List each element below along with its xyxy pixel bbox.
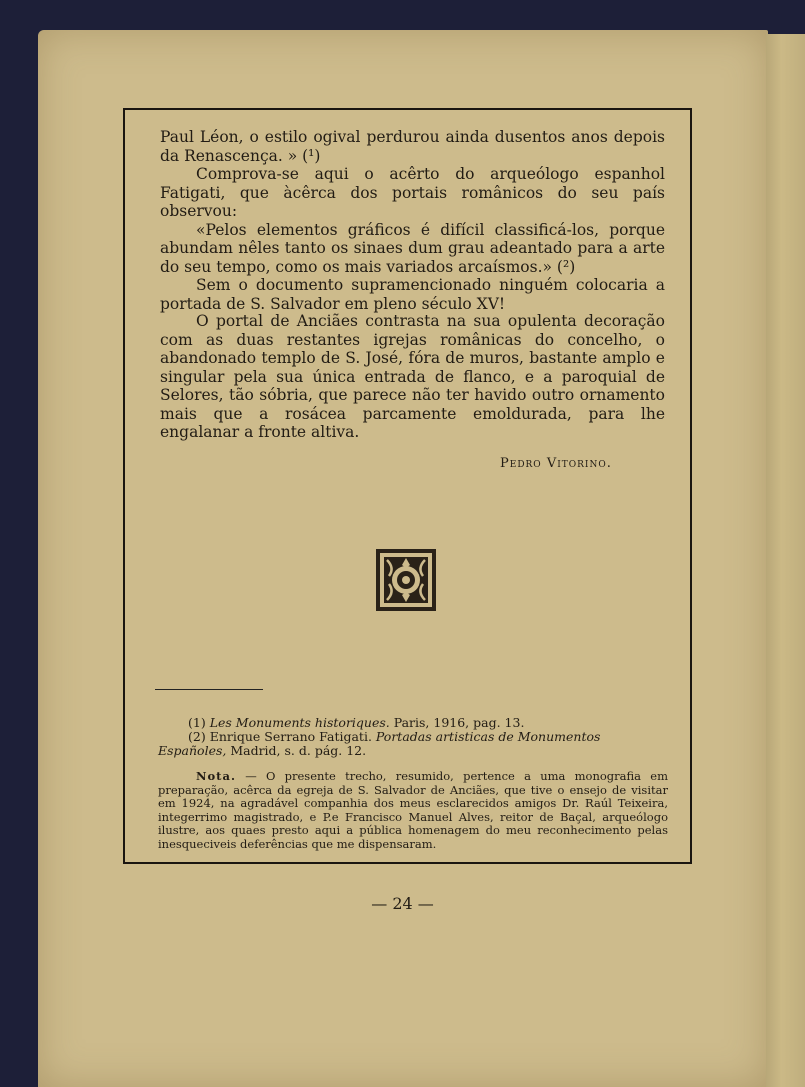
- footnote-1: [158, 716, 663, 730]
- ornament-icon: [375, 548, 437, 612]
- footnotes: [158, 716, 663, 758]
- main-text-block-1: [160, 128, 665, 313]
- footnote-1-title: Les Monuments historiques.: [209, 715, 390, 730]
- author-signature: Pedro Vitorino.: [500, 456, 612, 471]
- footnote-1-rest: Paris, 1916, pag. 13.: [389, 715, 525, 730]
- paragraph-quote: «Pelos elementos gráficos é difícil classificá-los, porque abundam nêles tanto os sinaes dum grau adeantado para a arte do seu tempo, como os mais variados arcaísmos.» (²): [160, 220, 665, 276]
- note-text: — O presente trecho, resumido, pertence a uma monografia em preparação, acêrca da egreja de S. Salvador de Anciães, que tive o ensejo de visitar em 1924, na agradável companhia dos meus esclarecidos amigos Dr. Raúl Teixeira, integerrimo magistrado, e P.e Francisco Manuel Alves, reitor de Baçal, arqueólogo ilustre, aos quaes presto aqui a pública homenagem do meu reconhecimento pelas inesqueciveis deferências que me dispensaram.: [158, 769, 668, 851]
- footnote-1-number: (1): [188, 715, 206, 730]
- adjacent-page-edge: [766, 34, 805, 1087]
- paragraph-paul-leon: Paul Léon, o estilo ogival perdurou ainda dusentos anos depois da Renascença. » (¹): [160, 128, 665, 165]
- note-paragraph: [158, 770, 668, 851]
- main-text-block-2: [160, 312, 665, 442]
- footnote-2: [158, 730, 663, 758]
- footnote-2-rest: Madrid, s. d. pág. 12.: [226, 743, 367, 758]
- paragraph-documento: Sem o documento supramencionado ninguém colocaria a portada de S. Salvador em pleno século XV!: [160, 276, 665, 313]
- footnote-2-number: (2): [188, 729, 206, 744]
- note-label: Nota.: [196, 769, 236, 783]
- paragraph-portal-anciaes: O portal de Anciães contrasta na sua opulenta decoração com as duas restantes igrejas românicas do concelho, o abandonado templo de S. José, fóra de muros, bastante amplo e singular pela sua única entrada de flanco, e a paroquial de Selores, tão sóbria, que parece não ter havido outro ornamento mais que a rosácea parcamente emoldurada, para lhe engalanar a fronte altiva.: [160, 312, 665, 441]
- page-number: — 24 —: [371, 894, 434, 913]
- paragraph-fatigati: Comprova-se aqui o acêrto do arqueólogo espanhol Fatigati, que àcêrca dos portais românicos do seu país observou:: [160, 165, 665, 220]
- footnote-2-title: Portadas artisticas de Monumentos Españoles,: [158, 729, 601, 758]
- footnote-rule: [155, 689, 263, 690]
- footnote-2-author: Enrique Serrano Fatigati.: [205, 729, 376, 744]
